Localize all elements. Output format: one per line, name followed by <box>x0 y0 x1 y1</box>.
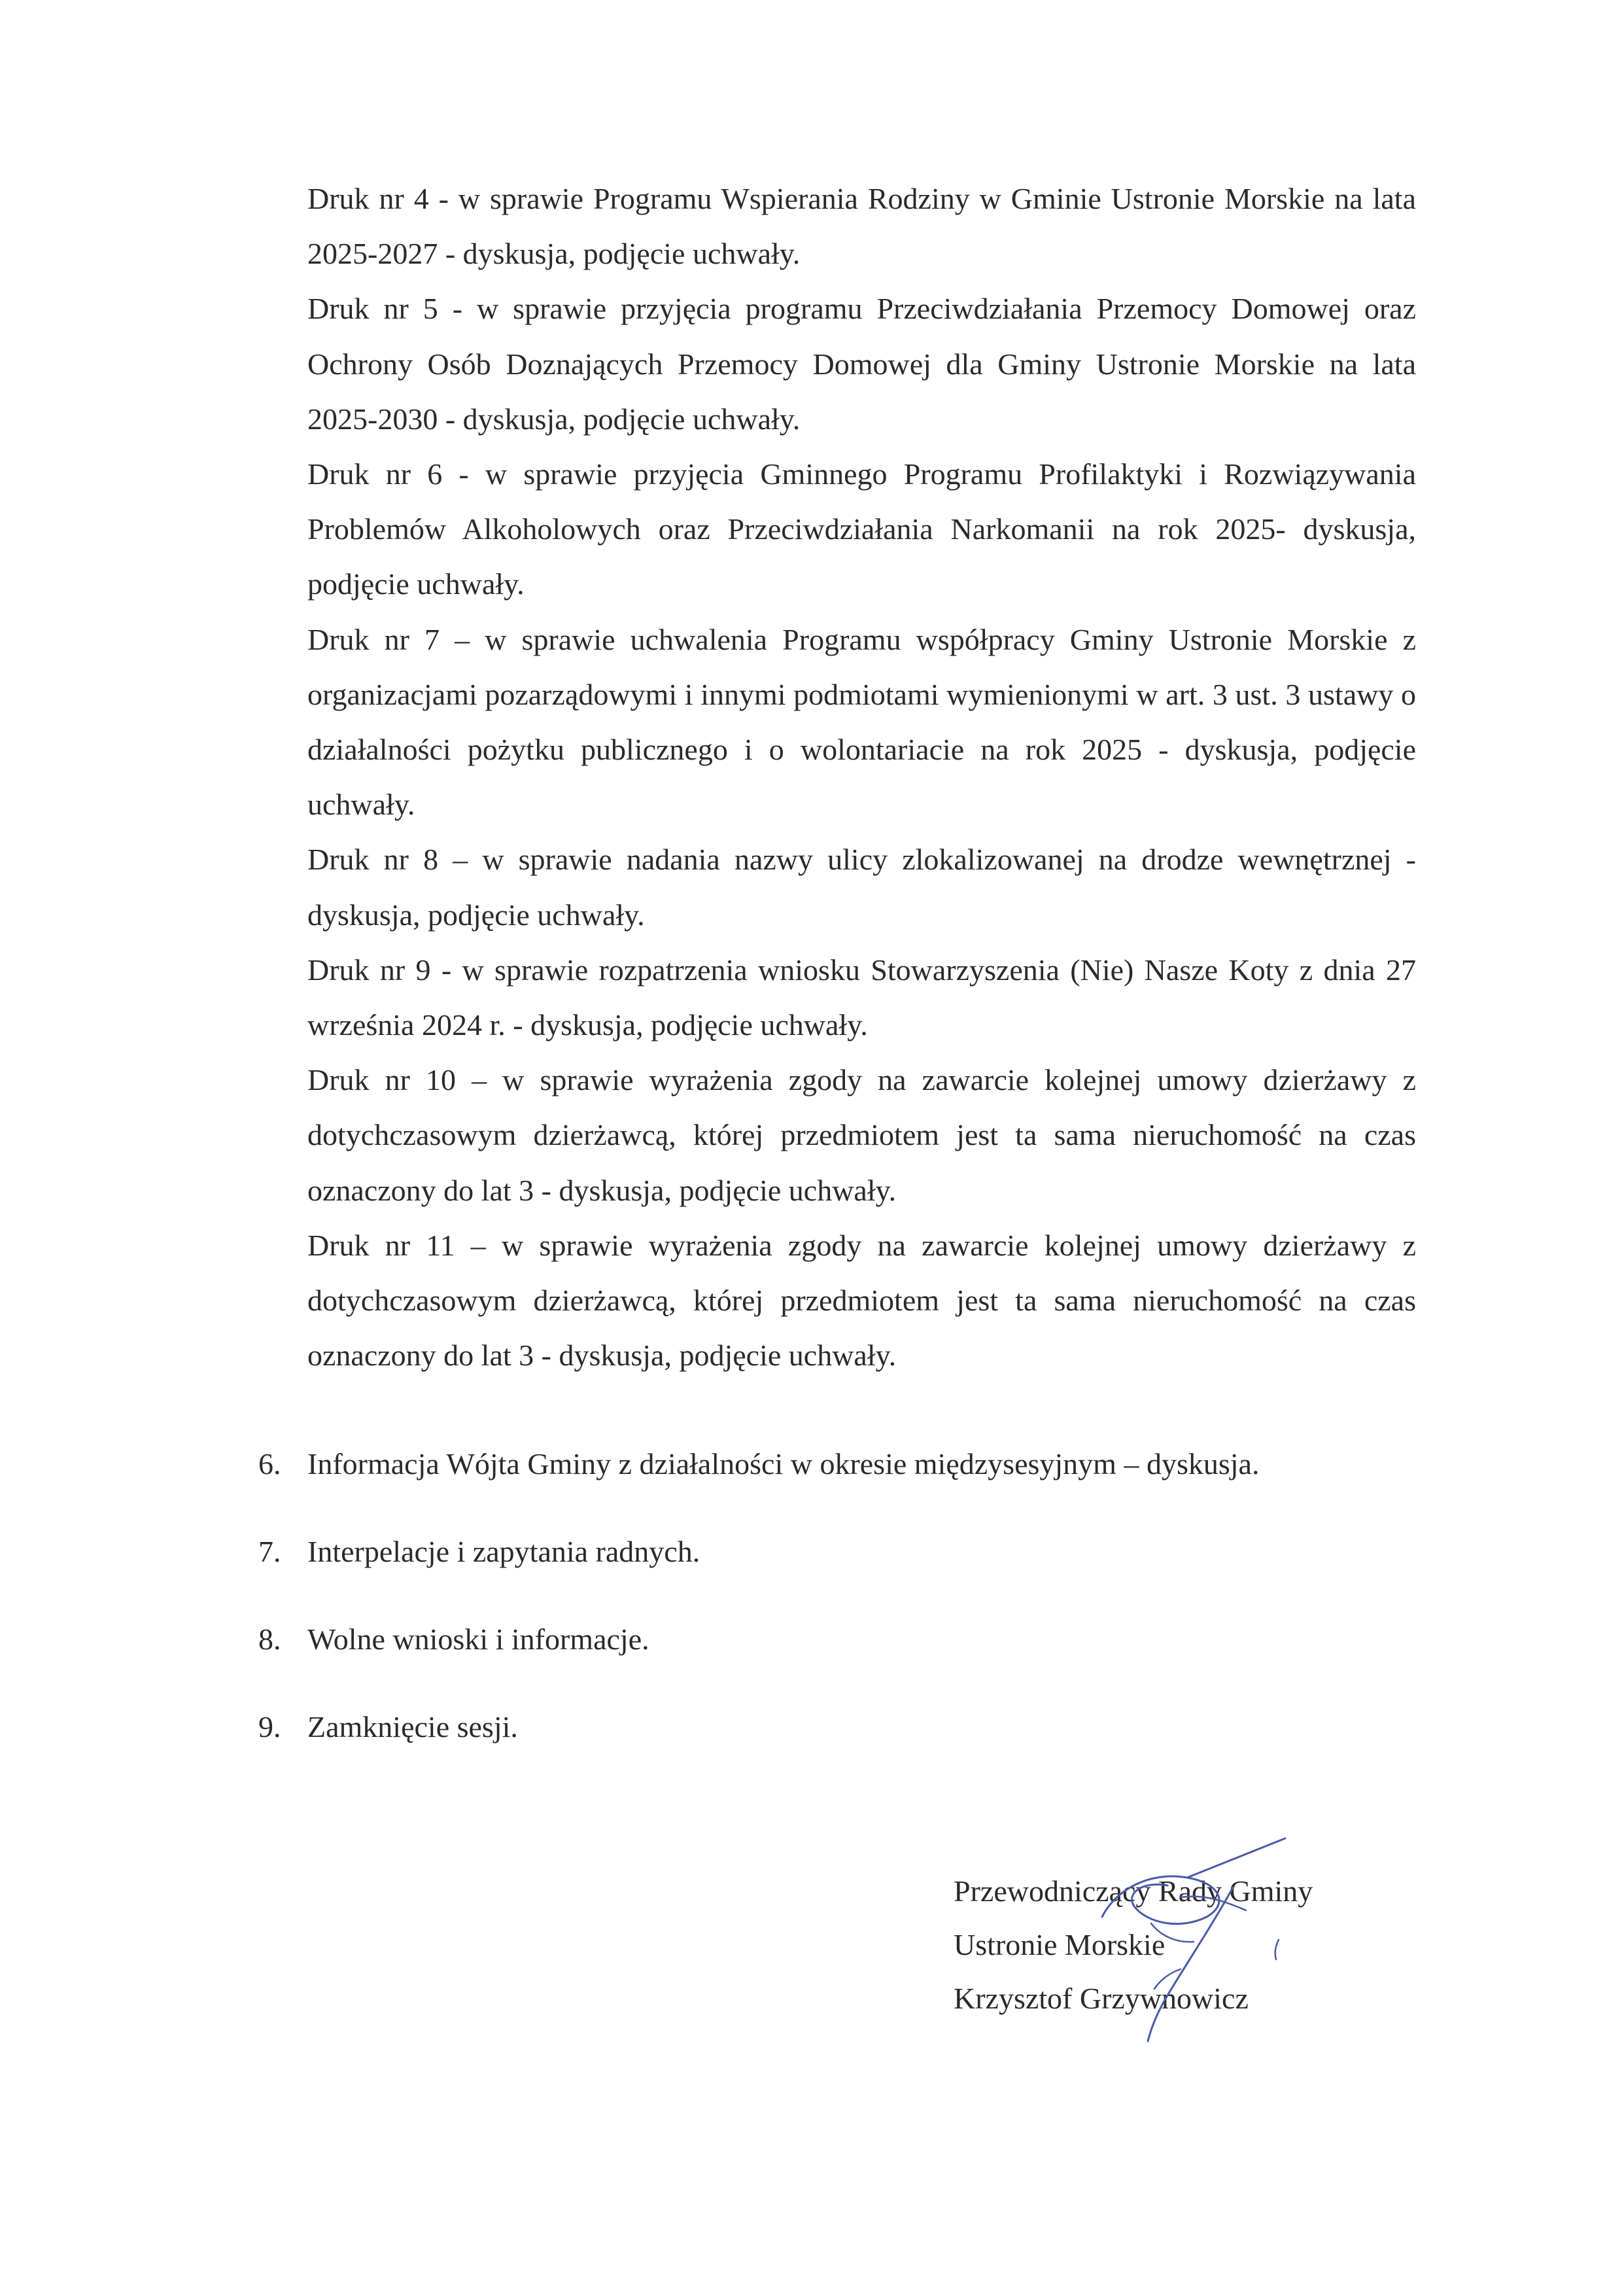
druk-item-9: Druk nr 9 - w sprawie rozpatrzenia wniosku Stowarzyszenia (Nie) Nasze Koty z dnia 27 września 2024 r. - dyskusja, podjęcie uchwały. <box>307 953 1416 1042</box>
druk-item-11: Druk nr 11 – w sprawie wyrażenia zgody na zawarcie kolejnej umowy dzierżawy z dotychczasowym dzierżawcą, której przedmiotem jest ta sama nieruchomość na czas oznaczony do lat 3 - dyskusja, podjęcie uchwały. <box>307 1228 1416 1373</box>
agenda-number: 8. <box>258 1622 281 1656</box>
agenda-text: Informacja Wójta Gminy z działalności w okresie międzysesyjnym – dyskusja. <box>307 1447 1260 1480</box>
agenda-text: Zamknięcie sesji. <box>307 1710 518 1743</box>
signatory-municipality: Ustronie Morskie <box>954 1928 1166 1961</box>
agenda-item-7 <box>258 1532 1423 1620</box>
druk-item-8: Druk nr 8 – w sprawie nadania nazwy ulicy zlokalizowanej na drodze wewnętrznej - dyskusja, podjęcie uchwały. <box>307 843 1416 932</box>
druk-list <box>307 171 1416 1383</box>
signatory-title: Przewodniczący Rady Gminy <box>954 1874 1313 1908</box>
agenda-number: 9. <box>258 1710 281 1743</box>
agenda-number: 7. <box>258 1535 281 1568</box>
signatory-name: Krzysztof Grzywnowicz <box>954 1982 1249 2015</box>
agenda-text: Interpelacje i zapytania radnych. <box>307 1535 700 1568</box>
druk-item-5: Druk nr 5 - w sprawie przyjęcia programu Przeciwdziałania Przemocy Domowej oraz Ochrony Osób Doznających Przemocy Domowej dla Gminy Ustronie Morskie na lata 2025-2030 - dyskusja, podjęcie uchwały. <box>307 292 1416 436</box>
agenda-number: 6. <box>258 1447 281 1480</box>
agenda-text: Wolne wnioski i informacje. <box>307 1622 649 1656</box>
agenda-item-6 <box>258 1445 1423 1532</box>
druk-item-6: Druk nr 6 - w sprawie przyjęcia Gminnego Programu Profilaktyki i Rozwiązywania Problemów Alkoholowych oraz Przeciwdziałania Narkomanii na rok 2025- dyskusja, podjęcie uchwały. <box>307 457 1416 601</box>
druk-item-7: Druk nr 7 – w sprawie uchwalenia Programu współpracy Gminy Ustronie Morskie z organizacjami pozarządowymi i innymi podmiotami wymienionymi w art. 3 ust. 3 ustawy o działalności pożytku publicznego i o wolontariacie na rok 2025 - dyskusja, podjęcie uchwały. <box>307 622 1416 822</box>
druk-item-4: Druk nr 4 - w sprawie Programu Wspierania Rodziny w Gminie Ustronie Morskie na lata 2025-2027 - dyskusja, podjęcie uchwały. <box>307 182 1416 271</box>
agenda-item-9 <box>258 1708 1423 1795</box>
agenda-item-8 <box>258 1620 1423 1708</box>
agenda-list <box>258 1445 1423 1795</box>
druk-item-10: Druk nr 10 – w sprawie wyrażenia zgody na zawarcie kolejnej umowy dzierżawy z dotychczasowym dzierżawcą, której przedmiotem jest ta sama nieruchomość na czas oznaczony do lat 3 - dyskusja, podjęcie uchwały. <box>307 1063 1416 1207</box>
signature-block <box>954 1865 1359 2025</box>
